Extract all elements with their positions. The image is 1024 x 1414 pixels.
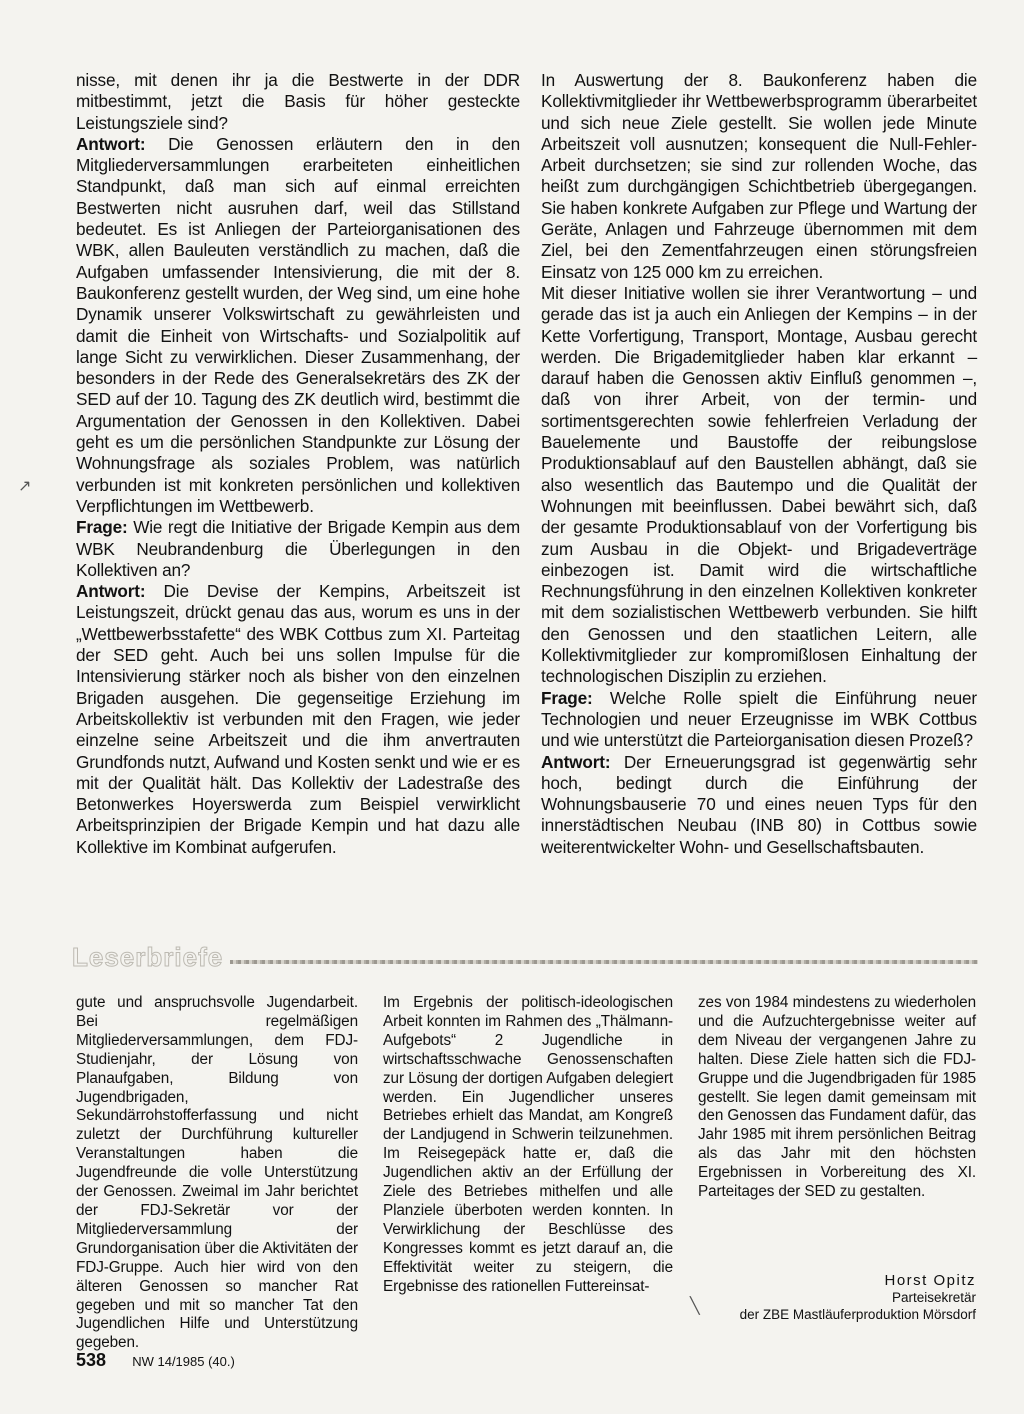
paragraph-text: Die Genossen erläutern den in den Mitgliederversammlungen erarbeiteten einheitlichen Standpunkt, daß man sich auf einmal erreichten Bestwerten nicht ausruhen darf, weil das Stillstand bedeutet. Es ist Anliegen der Parteiorganisationen des WBK, allen Bauleuten verständlich zu machen, daß die Aufgaben umfassender Intensivierung, die mit der 8. Baukonferenz gestellt wurden, der Weg sind, um eine hohe Dynamik unserer Volkswirtschaft zu gewährleisten und damit die Einheit von Wirtschafts- und Sozialpolitik auf lange Sicht zu verwirklichen. Dieser Zusammenhang, der besonders in der Rede des Generalsekretärs des ZK der SED auf der 10. Tagung des ZK deutlich wird, bestimmt die Argumentation der Genossen in den Kollektiven. Dabei geht es um die persönlichen Standpunkte zur Lösung der Wohnungsfrage als soziales Problem, was natürlich verbunden ist mit konkreten persönlichen und kollektiven Verpflichtungen im Wettbewerb. xyxy=(76,133,520,516)
paragraph-lead: Frage: xyxy=(541,687,593,708)
paragraph xyxy=(76,70,520,134)
paragraph xyxy=(76,134,520,517)
paragraph-lead: Antwort: xyxy=(76,581,146,602)
paragraph-lead: Frage: xyxy=(76,517,128,538)
author-role: Parteisekretär xyxy=(891,1290,976,1305)
margin-mark: ╲ xyxy=(690,1298,700,1315)
letter-column-2 xyxy=(383,994,673,1297)
paragraph: Im Ergebnis der politisch-ideologischen Arbeit konnten im Rahmen des „Thälmann-Aufgebots“ 2 Jugendliche in wirtschaftsschwache Genossenschaften zur Lösung der dortigen Aufgaben delegiert werden. Ein Jugendlicher unseres Betriebes erhielt das Mandat, am Kongreß der Landjugend in Schwerin teilzunehmen. Im Reisegepäck hatte er, daß die Jugendlichen aktiv an der Erfüllung der Ziele des Betriebes mithelfen und alle Planziele überboten werden konnten. In Verwirklichung der Beschlüsse des Kongresses kommt es jetzt darauf an, die Effektivität weiter zu steigern, die Ergebnisse des rationellen Futtereinsat- xyxy=(383,994,673,1295)
paragraph xyxy=(541,752,977,858)
paragraph xyxy=(541,70,977,283)
author-name: Horst Opitz xyxy=(884,1272,976,1289)
letter-column-1 xyxy=(76,994,358,1353)
article-column-right xyxy=(541,70,977,858)
paragraph-text: Mit dieser Initiative wollen sie ihrer Verantwortung – und gerade das ist ja auch ein Anliegen der Kempins – in der Kette Vorfertigung, Transport, Montage, Ausbau gerecht werden. Die Brigademitglieder haben klar erkannt – darauf haben die Genossen aktiv Einfluß genommen –, daß von ihrer Arbeit, von der termin- und sortimentsgerechten sowie fehlerfreien Verladung der Bauelemente und Baustoffe der reibungslose Produktionsablauf auf den Baustellen abhängt, daß sie also wesentlich das Bautempo und die Qualität der Wohnungen mit beeinflussen. Dabei bewährt sich, daß der gesamte Produktionsablauf von der Vorfertigung bis zum Ausbau in die Objekt- und Brigadeverträge einbezogen ist. Damit wird die wirtschaftliche Rechnungsführung in den einzelnen Kollektiven konkreter mit dem sozialistischen Wettbewerb verbunden. Sie hilft den Genossen und den staatlichen Leitern, alle Kollektivmitglieder zur kompromißlosen Einhaltung der technologischen Disziplin zu erziehen. xyxy=(541,282,977,687)
paragraph xyxy=(541,283,977,688)
section-title: Leserbriefe xyxy=(72,942,224,972)
paragraph: gute und anspruchsvolle Jugendarbeit. Bei regelmäßigen Mitgliederversammlungen, dem FDJ-Studienjahr, der Lösung von Planaufgaben, Bildung von Jugendbrigaden, Sekundärrohstofferfassung und nicht zuletzt der Durchführung kultureller Veranstaltungen haben die Jugendfreunde die volle Unterstützung der Genossen. Zweimal im Jahr berichtet der FDJ-Sekretär vor der Mitgliederversammlung der Grundorganisation über die Aktivitäten der FDJ-Gruppe. Auch hier wird von den älteren Genossen so mancher Rat gegeben und mit so mancher Tat den Jugendlichen Hilfe und Unterstützung gegeben. xyxy=(76,994,358,1352)
paragraph-text: Wie regt die Initiative der Brigade Kempin aus dem WBK Neubrandenburg die Überlegungen in den Kollektiven an? xyxy=(76,517,520,580)
paragraph-text: Die Devise der Kempins, Arbeitszeit ist Leistungszeit, drückt genau das aus, worum es uns in der „Wettbewerbsstafette“ des WBK Cottbus zum XI. Parteitag der SED geht. Auch bei uns sollen Impulse für die Intensivierung stärker noch als bisher von den einzelnen Brigaden ausgehen. Die gegenseitige Erziehung im Arbeitskollektiv ist verbunden mit den Fragen, wie jeder einzelne seine Arbeitszeit und die ihm anvertrauten Grundfonds nutzt, Aufwand und Kosten senkt und wie er es mit der Qualität hält. Das Kollektiv der Ladestraße des Betonwerkes Hoyerswerda zum Beispiel verwirklicht Arbeitsprinzipien der Brigade Kempin und hat dazu alle Kollektive im Kombinat aufgerufen. xyxy=(76,581,520,857)
page-number: 538 xyxy=(76,1350,107,1370)
page-footer xyxy=(76,1350,235,1371)
letter-column-3 xyxy=(698,994,976,1202)
paragraph-text: In Auswertung der 8. Baukonferenz haben die Kollektivmitglieder ihr Wettbewerbsprogramm überarbeitet und sich neue Ziele gestellt. Sie wollen jede Minute Arbeitszeit voll ausnutzen; konsequent die Null-Fehler-Arbeit durchsetzen; sie sind zur rollenden Woche, das heißt zum durchgängigen Schichtbetrieb übergegangen. Sie haben konkrete Aufgaben zur Pflege und Wartung der Geräte, Anlagen und Fahrzeuge übernommen mit dem Ziel, bei den Zementfahrzeugen einen störungsfreien Einsatz von 125 000 km zu erreichen. xyxy=(541,70,977,282)
article-column-left xyxy=(76,70,520,858)
paragraph xyxy=(76,517,520,581)
paragraph: zes von 1984 mindestens zu wiederholen und die Aufzuchtergebnisse weiter auf dem Niveau der vergangenen Jahre zu halten. Diese Ziele hatten sich die FDJ-Gruppe und die Jugendbrigaden für 1985 gestellt. Sie legen damit gemeinsam mit den Genossen das Fundament dafür, das Jahr 1985 mit ihrem persönlichen Beitrag als das Jahr mit den höchsten Ergebnissen in Vorbereitung des XI. Parteitages der SED zu gestalten. xyxy=(698,994,976,1201)
author-organization: der ZBE Mastläuferproduktion Mörsdorf xyxy=(739,1307,976,1322)
section-divider xyxy=(230,960,978,964)
paragraph-text: Der Erneuerungsgrad ist gegenwärtig sehr hoch, bedingt durch die Einführung der Wohnungsbauserie 70 und eines neuen Typs für den innerstädtischen Neubau (INB 80) in Cottbus sowie weiterentwickelter Wohn- und Gesellschaftsbauten. xyxy=(541,751,977,857)
paragraph-lead: Antwort: xyxy=(541,751,611,772)
paragraph-lead: Antwort: xyxy=(76,133,146,154)
letter-signature xyxy=(740,1272,976,1323)
paragraph xyxy=(541,688,977,752)
paragraph xyxy=(76,581,520,858)
section-header xyxy=(72,942,978,982)
margin-mark: ↗ xyxy=(18,478,32,495)
paragraph-text: nisse, mit denen ihr ja die Bestwerte in der DDR mitbestimmt, jetzt die Basis für höher gesteckte Leistungsziele sind? xyxy=(76,70,520,133)
issue-label: NW 14/1985 (40.) xyxy=(132,1354,235,1369)
paragraph-text: Welche Rolle spielt die Einführung neuer Technologien und neuer Erzeugnisse im WBK Cottbus und wie unterstützt die Parteiorganisation diesen Prozeß? xyxy=(541,687,977,751)
